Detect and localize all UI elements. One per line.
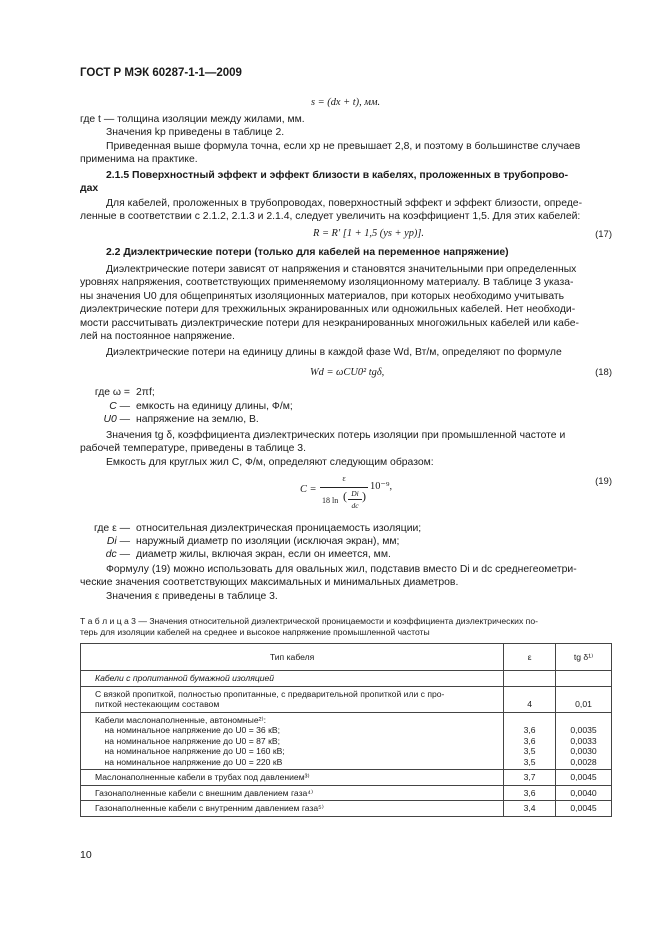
formula-19-inner-bar	[348, 499, 362, 500]
row-5-type: Газонаполненные кабели с внутренним давлением газа⁵⁾	[81, 801, 504, 817]
formula-19-rhs: 10⁻⁹,	[370, 481, 393, 492]
paragraph-dielectric-6: лей на постоянное напряжение.	[80, 331, 235, 342]
where-dc-desc: диаметр жилы, включая экран, если он имеется, мм.	[136, 549, 391, 560]
paragraph-xp-1: Приведенная выше формула точна, если xp не превышает 2,8, и поэтому в большинстве случаев	[106, 141, 581, 152]
section-2-1-5-heading: 2.1.5 Поверхностный эффект и эффект близости в кабелях, проложенных в трубопрово-	[106, 170, 569, 181]
paragraph-dielectric-1: Диэлектрические потери зависят от напряжения и становятся значительными при определенных	[106, 264, 577, 275]
header-epsilon: ε	[504, 644, 556, 671]
row-0-type: Кабели с пропитанной бумажной изоляцией	[81, 671, 504, 687]
document-header: ГОСТ Р МЭК 60287-1-1—2009	[80, 67, 242, 79]
table-row	[81, 671, 612, 687]
formula-s: s = (dx + t), мм.	[311, 97, 381, 108]
paragraph-tgd-2: рабочей температуре, приведены в таблице 3.	[80, 443, 306, 454]
where-dc-symbol: dc —	[105, 549, 130, 560]
row-0-tg	[556, 671, 612, 687]
row-3-eps: 3,7	[504, 770, 556, 786]
paragraph-eps-note: Значения ε приведены в таблице 3.	[106, 591, 278, 602]
table-row	[81, 770, 612, 786]
paragraph-oval-2: ческие значения соответствующих максимальных и минимальных диаметров.	[80, 577, 459, 588]
formula-19-paren-left: (	[343, 489, 347, 503]
row-2-type: Кабели маслонаполненные, автономные²⁾: на номинальное напряжение до U0 = 36 кВ; на номинальное напряжение до U0 = 87 кВ; на номинальное напряжение до U0 = 160 кВ; на номинальное напряжение до U0 = 220 кВ	[81, 712, 504, 770]
row-4-eps: 3,6	[504, 785, 556, 801]
row-5-tg: 0,0045	[556, 801, 612, 817]
table-row	[81, 785, 612, 801]
paragraph-capacity: Емкость для круглых жил C, Ф/м, определяют следующим образом:	[106, 457, 434, 468]
formula-18: Wd = ωCU0² tgδ,	[310, 367, 385, 378]
paragraph-wd: Диэлектрические потери на единицу длины в каждой фазе Wd, Вт/м, определяют по формуле	[106, 347, 562, 358]
paragraph-dielectric-4: диэлектрические потери для трехжильных экранированных или одножильных кабелей. Нет необходи-	[80, 304, 576, 315]
row-0-eps	[504, 671, 556, 687]
formula-17-number: (17)	[595, 229, 612, 240]
paragraph-dielectric-2: уровнях напряжения, соответствующих применяемому изоляционному материалу. В таблице 3 указа-	[80, 277, 574, 288]
header-tg-delta: tg δ¹⁾	[556, 644, 612, 671]
row-2-tg: 0,0035 0,0033 0,0030 0,0028	[556, 712, 612, 770]
header-cable-type: Тип кабеля	[81, 644, 504, 671]
paragraph-xp-2: применима на практике.	[80, 154, 198, 165]
row-1-tg: 0,01	[556, 686, 612, 712]
where-eps-symbol: где ε —	[94, 523, 130, 534]
row-3-tg: 0,0045	[556, 770, 612, 786]
table-caption-2: терь для изоляции кабелей на среднее и высокое напряжение промышленной частоты	[80, 627, 430, 637]
row-1-eps: 4	[504, 686, 556, 712]
section-2-1-5-heading-cont: дах	[80, 183, 99, 194]
table-row	[81, 686, 612, 712]
where-omega-symbol: где ω =	[94, 387, 130, 398]
paragraph-dielectric-5: мости рассчитывать диэлектрические потери для неэкранированных многожильных кабелей или кабе-	[80, 318, 579, 329]
paragraph-tgd-1: Значения tg δ, коэффициента диэлектрических потерь изоляции при промышленной частоте и	[106, 430, 566, 441]
where-t: где t — толщина изоляции между жилами, мм.	[80, 114, 305, 125]
row-4-type: Газонаполненные кабели с внешним давлением газа⁴⁾	[81, 785, 504, 801]
paragraph-dielectric-3: ны значения U0 для общепринятых изоляционных материалов, при которых необходимо учитывать	[80, 291, 565, 302]
paragraph-conduit-1: Для кабелей, проложенных в трубопроводах, поверхностный эффект и эффект близости, опреде-	[106, 198, 583, 209]
table-row	[81, 712, 612, 770]
paragraph-conduit-2: ленные в соответствии с 2.1.2, 2.1.3 и 2.1.4, следует увеличить на коэффициент 1,5. Для этих кабелей:	[80, 211, 581, 222]
formula-17: R = R′ [1 + 1,5 (ys + yp)].	[313, 228, 425, 239]
table-caption-1: Т а б л и ц а 3 — Значения относительной диэлектрической проницаемости и коэффициента диэлектрических по-	[80, 616, 538, 626]
formula-19-numerator: ε	[342, 474, 346, 483]
formula-19-lhs: C =	[300, 484, 317, 495]
section-2-2-heading: 2.2 Диэлектрические потери (только для кабелей на переменное напряжение)	[106, 247, 509, 258]
where-c-desc: емкость на единицу длины, Ф/м;	[136, 401, 293, 412]
where-di-symbol: Di —	[106, 536, 130, 547]
table-row	[81, 801, 612, 817]
formula-19-number: (19)	[595, 476, 612, 487]
where-eps-desc: относительная диэлектрическая проницаемость изоляции;	[136, 523, 422, 534]
formula-18-number: (18)	[595, 367, 612, 378]
table-3	[80, 643, 612, 817]
row-2-eps: 3,6 3,6 3,5 3,5	[504, 712, 556, 770]
row-4-tg: 0,0040	[556, 785, 612, 801]
where-u0-desc: напряжение на землю, В.	[136, 414, 259, 425]
formula-19-inner-den: dc	[351, 501, 359, 510]
formula-19-den-pre: 18 ln	[322, 496, 339, 505]
where-c-symbol: C —	[109, 401, 130, 412]
formula-19-inner-num: Di	[351, 489, 359, 498]
formula-19	[300, 474, 420, 520]
where-di-desc: наружный диаметр по изоляции (исключая экран), мм;	[136, 536, 400, 547]
formula-19-paren-right: )	[362, 489, 366, 503]
page-number: 10	[80, 849, 92, 861]
where-omega-desc: 2πf;	[136, 387, 155, 398]
paragraph-oval-1: Формулу (19) можно использовать для овальных жил, подставив вместо Di и dc среднегеометри-	[106, 564, 577, 575]
formula-19-fraction-bar	[320, 487, 368, 488]
kp-note: Значения kp приведены в таблице 2.	[106, 127, 285, 138]
table-header-row	[81, 644, 612, 671]
row-5-eps: 3,4	[504, 801, 556, 817]
row-3-type: Маслонаполненные кабели в трубах под давлением³⁾	[81, 770, 504, 786]
row-1-type: С вязкой пропиткой, полностью пропитанные, с предварительной пропиткой или с про- питкой нестекающим составом	[81, 686, 504, 712]
where-u0-symbol: U0 —	[103, 414, 130, 425]
